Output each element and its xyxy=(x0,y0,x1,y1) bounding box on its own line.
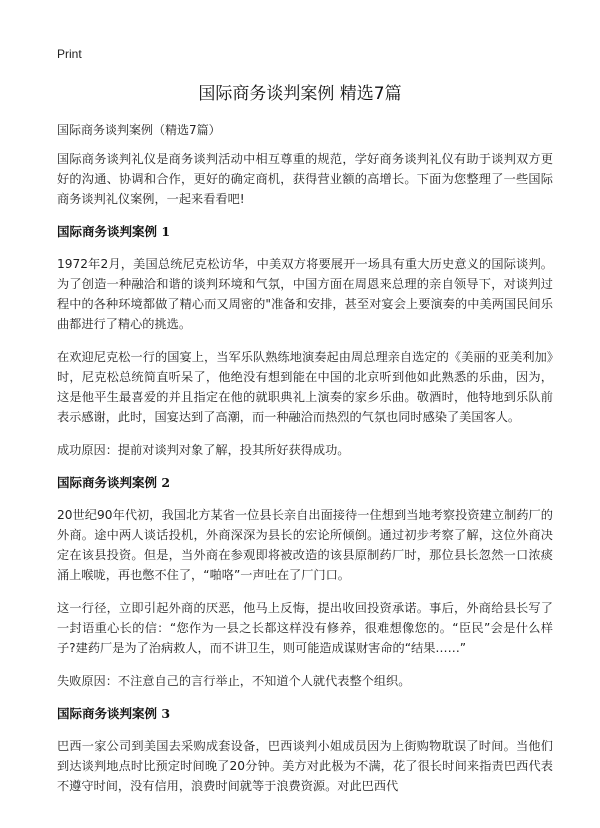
document-subtitle: 国际商务谈判案例（精选7篇） xyxy=(57,123,221,137)
case-2-paragraph: 这一行径，立即引起外商的厌恶，他马上反悔，提出收回投资承诺。事后，外商给县长写了一封语重心长的信：“您作为一县之长都这样没有修养，很难想像您的。“臣民”会是什么样子?建药厂是为了治病救人，而不讲卫生，则可能造成谋财害命的“结果……” xyxy=(57,601,553,655)
print-link[interactable]: Print xyxy=(57,47,82,61)
case-3-paragraph: 巴西一家公司到美国去采购成套设备，巴西谈判小姐成员因为上街购物耽误了时间。当他们到达谈判地点时比预定时间晚了20分钟。美方对此极为不满，花了很长时间来指责巴西代表不遵守时间，没有信用，浪费时间就等于浪费资源。对此巴西代 xyxy=(57,739,553,793)
case-2-conclusion: 失败原因：不注意自己的言行举止，不知道个人就代表整个组织。 xyxy=(57,674,411,688)
case-2-heading: 国际商务谈判案例 2 xyxy=(57,475,171,490)
page-title: 国际商务谈判案例 精选7篇 xyxy=(198,84,402,104)
case-1-paragraph: 1972年2月，美国总统尼克松访华，中美双方将要展开一场具有重大历史意义的国际谈判。为了创造一种融洽和谐的谈判环境和气氛，中国方面在周恩来总理的亲自领导下，对谈判过程中的各种环境都做了精心而又周密的"准备和安排，甚至对宴会上要演奏的中美两国民间乐曲都进行了精心的挑选。 xyxy=(57,257,553,331)
case-1-heading: 国际商务谈判案例 1 xyxy=(57,224,171,239)
case-3-heading: 国际商务谈判案例 3 xyxy=(57,706,171,721)
intro-paragraph: 国际商务谈判礼仪是商务谈判活动中相互尊重的规范，学好商务谈判礼仪有助于谈判双方更好的沟通、协调和合作，更好的确定商机，获得营业额的高增长。下面为您整理了一些国际商务谈判礼仪案例，一起来看看吧! xyxy=(57,152,553,206)
case-2-paragraph: 20世纪90年代初，我国北方某省一位县长亲自出面接待一住想到当地考察投资建立制药厂的外商。途中两人谈话投机，外商深深为县长的宏论所倾倒。通过初步考察了解，这位外商决定在该县投资。但是，当外商在参观即将被改造的该县原制药厂时，那位县长忽然一口浓痰涌上喉咙，再也憋不住了，“啪咯”一声吐在了厂门口。 xyxy=(57,508,553,582)
document-body xyxy=(57,149,553,809)
case-1-conclusion: 成功原因：提前对谈判对象了解，投其所好获得成功。 xyxy=(57,443,350,457)
case-1-paragraph: 在欢迎尼克松一行的国宴上，当军乐队熟练地演奏起由周总理亲自选定的《美丽的亚美利加》时，尼克松总统简直听呆了，他绝没有想到能在中国的北京听到他如此熟悉的乐曲，因为，这是他平生最喜爱的并且指定在他的就职典礼上演奏的家乡乐曲。敬酒时，他特地到乐队前表示感谢，此时，国宴达到了高潮，而一种融洽而热烈的气氛也同时感染了美国客人。 xyxy=(57,350,553,424)
